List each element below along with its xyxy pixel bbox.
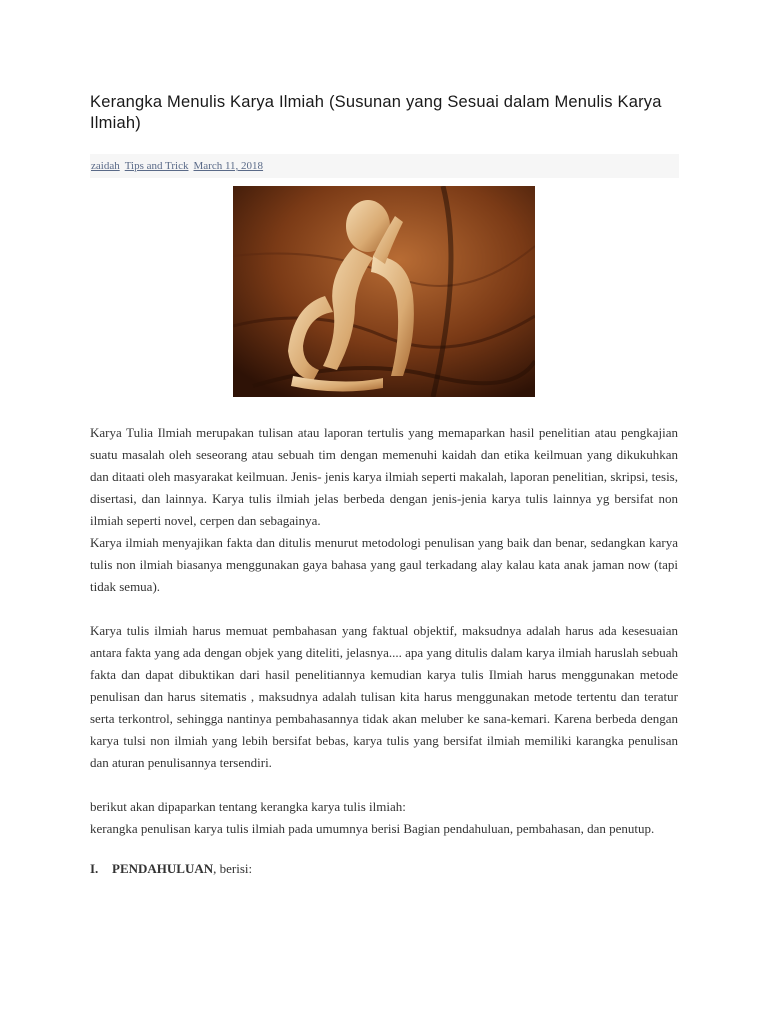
paragraph-outline-intro: berikut akan dipaparkan tentang kerangka karya tulis ilmiah: — [90, 799, 406, 814]
paragraph-comparison: Karya ilmiah menyajikan fakta dan ditulis menurut metodologi penulisan yang baik dan benar, sedangkan karya tulis non ilmiah biasanya menggunakan gaya bahasa yang gaul terkadang alay kalau kata anak jaman now (tapi tidak semua). — [90, 535, 678, 594]
category-link[interactable]: Tips and Trick — [124, 160, 189, 172]
section-rest: , berisi: — [213, 861, 253, 876]
paragraph-requirements: Karya tulis ilmiah harus memuat pembahasan yang faktual objektif, maksudnya adalah harus ada kesesuaian antara fakta yang ada dengan objek yang diteliti, jelasnya.... apa yang ditulis dalam karya ilmiah haruslah sebuah fakta dan dapat dibuktikan dari hasil penelitiannya kemudian karya tulis Ilmiah harus menggunakan metode penulisan dan harus sitematis , maksudnya adalah tulisan kita harus menggunakan metode tertentu dan teratur serta terkontrol, sehingga nantinya pembahasannya tidak akan meluber ke sana-kemari. Karena berbeda dengan karya tulsi non ilmiah yang lebih bersifat bebas, karya tulis yang bersifat ilmiah memiliki karangka penulisan dan aturan penulisannya tersendiri. — [90, 623, 678, 770]
section-number: I. — [90, 861, 99, 876]
hero-image-thinking-wooden-figure — [233, 186, 535, 397]
article-body — [90, 422, 678, 880]
post-meta-bar — [90, 154, 679, 178]
section-keyword: PENDAHULUAN — [112, 861, 214, 876]
section-heading-pendahuluan — [90, 858, 678, 880]
paragraph-intro: Karya Tulia Ilmiah merupakan tulisan atau laporan tertulis yang memaparkan hasil penelitian atau pengkajian suatu masalah oleh seseorang atau sebuah tim dengan memenuhi kaidah dan etika keilmuan yang dikukuhkan dan ditaati oleh masyarakat keilmuan. Jenis- jenis karya ilmiah seperti makalah, laporan penelitian, skripsi, tesis, disertasi, dan lainnya. Karya tulis ilmiah jelas berbeda dengan jenis-jenia karya tulis lainnya yg bersifat non ilmiah seperti novel, cerpen dan sebagainya. — [90, 425, 678, 528]
wooden-figure-illustration — [233, 186, 535, 397]
article-title: Kerangka Menulis Karya Ilmiah (Susunan yang Sesuai dalam Menulis Karya Ilmiah) — [90, 93, 662, 132]
date-link[interactable]: March 11, 2018 — [193, 160, 264, 172]
author-link[interactable]: zaidah — [91, 160, 120, 172]
paragraph-outline-summary: kerangka penulisan karya tulis ilmiah pada umumnya berisi Bagian pendahuluan, pembahasan, dan penutup. — [90, 821, 655, 836]
